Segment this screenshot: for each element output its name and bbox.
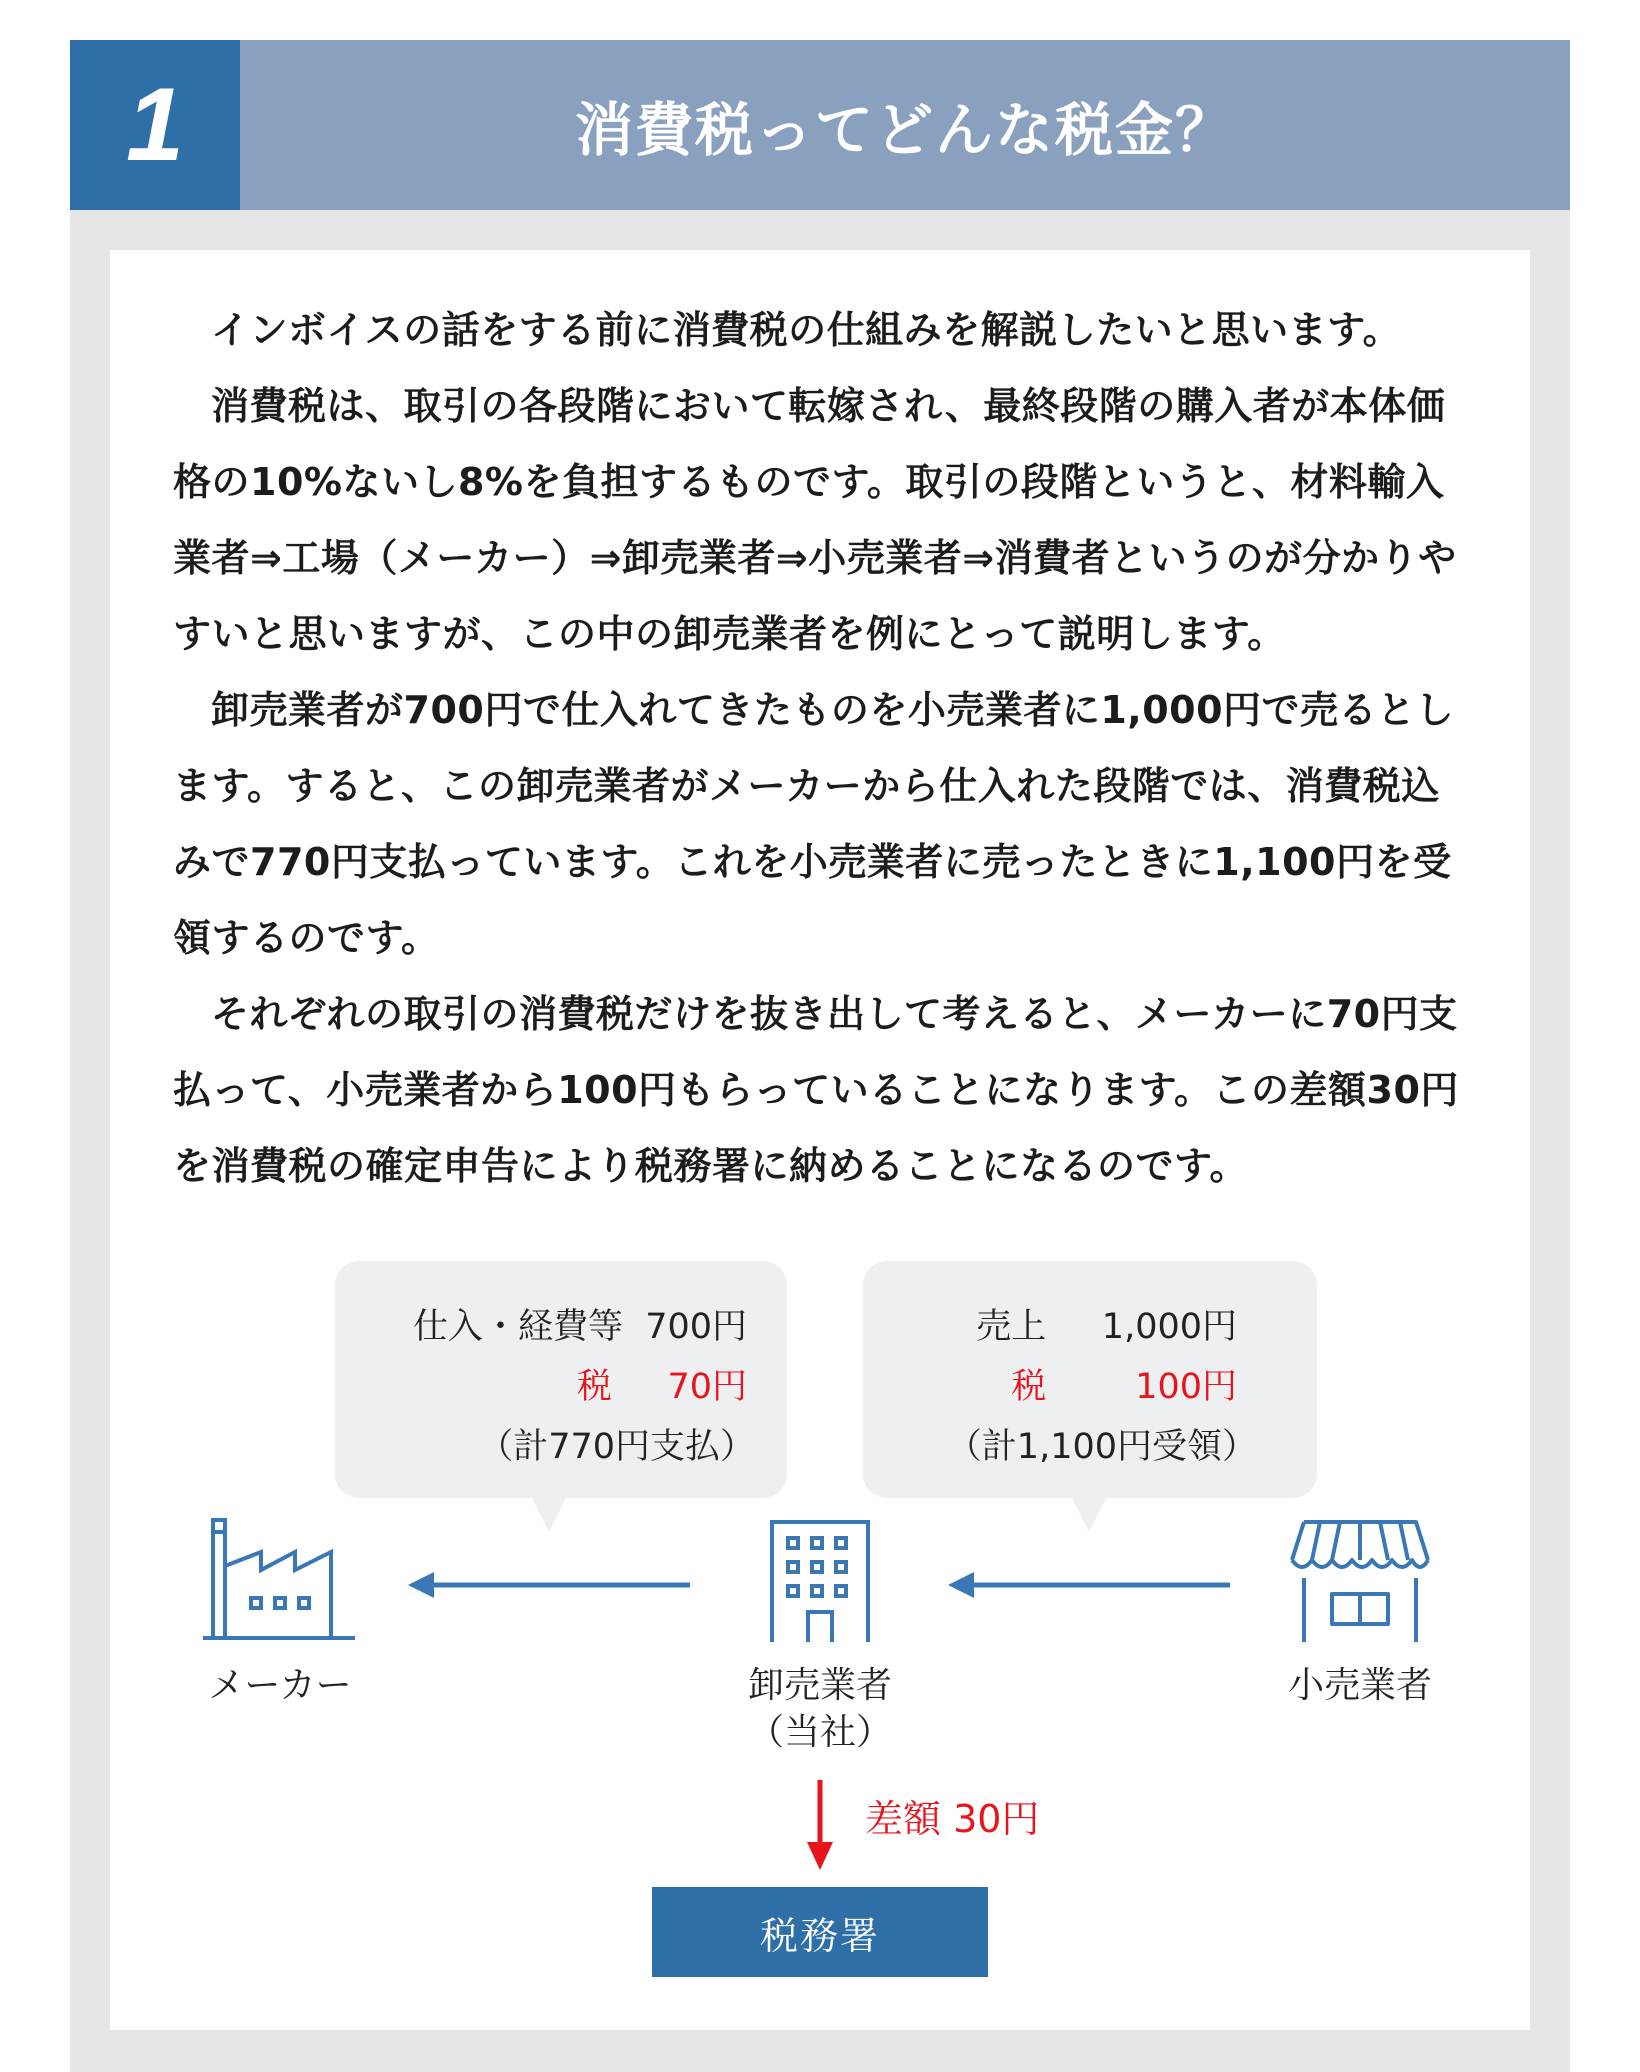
arrow-left-icon (408, 1570, 690, 1600)
paragraph: 消費税は、取引の各段階において転嫁され、最終段階の購入者が本体価格の10%ないし8%を負担するものです。取引の段階というと、材料輸入業者⇒工場（メーカー）⇒卸売業者⇒小売業者⇒消費者というのが分かりやすいと思いますが、この中の卸売業者を例にとって説明します。 (173, 384, 1457, 656)
section-number: 1 (70, 40, 240, 210)
body-text (173, 292, 1473, 1204)
maker-label: メーカー (208, 1665, 352, 1706)
purchase-tax-line: 税 70円 (576, 1367, 747, 1407)
arrow-left-icon (948, 1570, 1230, 1600)
wholesaler-sub-label: （当社） (747, 1712, 892, 1753)
tax-office-box: 税務署 (652, 1887, 988, 1977)
section-title: 消費税ってどんな税金？ (574, 96, 1235, 164)
sales-tax-line: 税 100円 (1011, 1367, 1237, 1407)
paragraph: 卸売業者が700円で仕入れてきたものを小売業者に1,000円で売るとします。すると、この卸売業者がメーカーから仕入れた段階では、消費税込みで770円支払っています。これを小売業者に売ったときに1,100円を受領するのです。 (173, 688, 1455, 960)
sales-bubble (863, 1261, 1317, 1498)
sales-line: 売上 1,000円 (976, 1307, 1237, 1347)
wholesaler-label: 卸売業者 (747, 1665, 892, 1706)
store-icon (1290, 1520, 1430, 1642)
difference-amount: 差額 30円 (865, 1797, 1040, 1841)
purchase-bubble (335, 1261, 787, 1498)
factory-icon (203, 1518, 355, 1640)
paragraph: インボイスの話をする前に消費税の仕組みを解説したいと思います。 (211, 308, 1402, 352)
paragraph: それぞれの取引の消費税だけを抜き出して考えると、メーカーに70円支払って、小売業者から100円もらっていることになります。この差額30円を消費税の確定申告により税務署に納めることになるのです。 (173, 992, 1459, 1188)
purchase-total-line: （計770円支払） (478, 1427, 755, 1467)
sales-total-line: （計1,100円受領） (946, 1427, 1257, 1467)
office-building-icon (768, 1520, 872, 1642)
section-header (70, 40, 1570, 210)
retailer-label: 小売業者 (1287, 1665, 1432, 1706)
arrow-down-icon (805, 1780, 835, 1870)
purchase-line: 仕入・経費等 700円 (412, 1307, 747, 1347)
